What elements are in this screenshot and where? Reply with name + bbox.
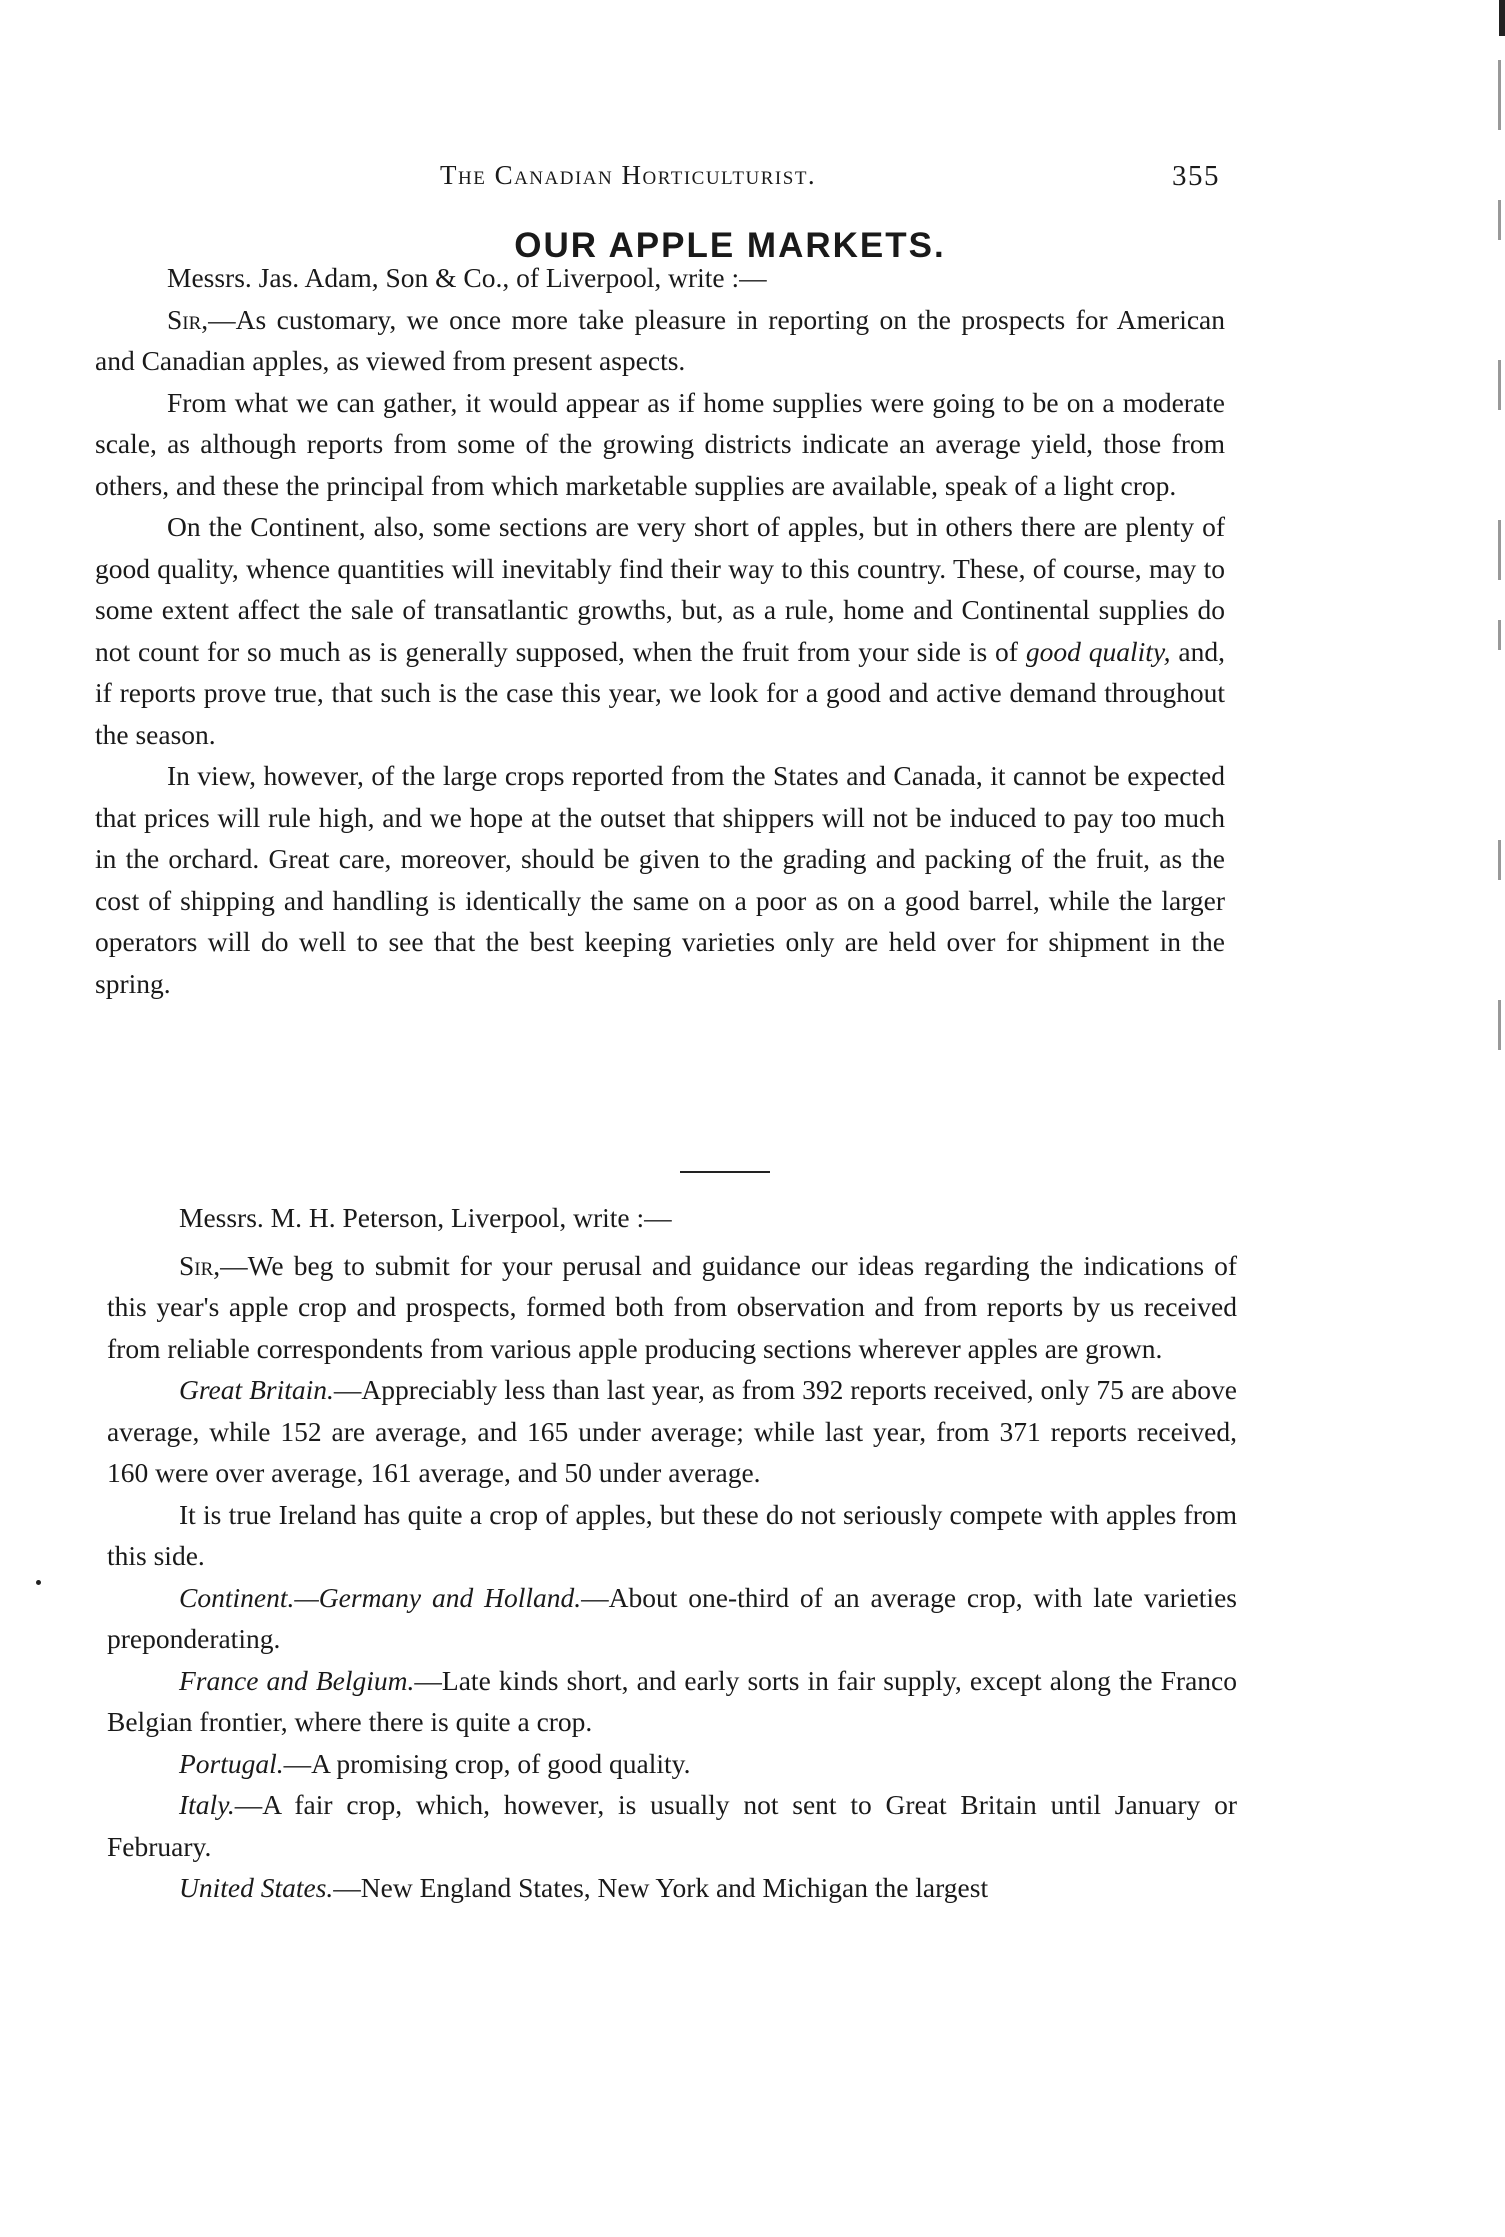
portugal-paragraph [107,1743,1237,1785]
continent-text: —About one-third of an average crop, with late varieties preponderating. [107,1581,1237,1654]
letter1-paragraph-4: In view, however, of the large crops reported from the States and Canada, it cannot be expected that prices will rule high, and we hope at the outset that shippers will not be induced to pay too much in the orchard. Great care, moreover, should be given to the grading and packing of the fruit, as the cost of shipping and handling is identically the same on a poor as on a good barrel, while the larger operators will do well to see that the best keeping varieties only are held over for shipment in the spring. [95,760,1225,999]
continent-paragraph [107,1577,1237,1660]
united-states-label: United States. [179,1872,334,1903]
italy-text: —A fair crop, which, however, is usually not sent to Great Britain until January or February. [107,1789,1237,1862]
letter2-salutation: Messrs. M. H. Peterson, Liverpool, write :— [179,1202,672,1233]
continent-label: Continent.—Germany and Holland. [179,1581,582,1613]
letter1-p3-italic: good quality, [1025,635,1171,667]
running-head [440,160,1260,200]
united-states-text: —New England States, New York and Michigan the largest [333,1872,989,1903]
scan-edge-noise [1483,0,1505,1150]
journal-title: The Canadian Horticulturist. [440,160,817,190]
letter-peterson [107,1197,1237,1909]
letter1-paragraph-3 [95,506,1225,755]
letter1-salutation: Messrs. Jas. Adam, Son & Co., of Liverpool, write :— [167,262,767,293]
ireland-paragraph: It is true Ireland has quite a crop of apples, but these do not seriously compete with apples from this side. [107,1498,1237,1571]
letter1-paragraph-2: From what we can gather, it would appear as if home supplies were going to be on a moderate scale, as although reports from some of the growing districts indicate an average yield, those from others, and these the principal from which marketable supplies are available, speak of a light crop. [95,386,1225,501]
united-states-paragraph [107,1867,1237,1909]
letter1-p1-text: —As customary, we once more take pleasure in reporting on the prospects for American and Canadian apples, as viewed from present aspects. [95,303,1225,376]
great-britain-paragraph [107,1369,1237,1494]
section-divider [680,1171,770,1173]
article-title: OUR APPLE MARKETS. [514,226,946,265]
letter1-p3-text-b: and, if reports prove true, that such is the case this year, we look for a good and active demand throughout the season. [95,635,1226,750]
sir-label: Sir, [167,303,209,335]
letter2-p1-text: —We beg to submit for your perusal and guidance our ideas regarding the indications of this year's apple crop and prospects, formed both from observation and from reports by us received from reliable correspondents from various apple producing sections wherever apples are grown. [107,1249,1237,1364]
france-paragraph [107,1660,1237,1743]
letter-adam [95,257,1225,1004]
page-number: 355 [1172,160,1220,192]
great-britain-text: —Appreciably less than last year, as from 392 reports received, only 75 are above average, while 152 are average, and 165 under average; while last year, from 371 reports received, 160 were over average, 161 average, and 50 under average. [107,1374,1237,1488]
italy-paragraph [107,1784,1237,1867]
letter1-paragraph-1 [95,299,1225,382]
letter2-paragraph-1 [107,1245,1237,1370]
portugal-label: Portugal. [179,1747,284,1779]
sir-label: Sir, [179,1249,221,1281]
italy-label: Italy. [179,1789,235,1820]
france-text: —Late kinds short, and early sorts in fair supply, except along the Franco Belgian frontier, where there is quite a crop. [107,1664,1238,1737]
margin-speck [36,1580,41,1585]
portugal-text: —A promising crop, of good quality. [283,1747,691,1779]
letter1-p3-text-a: On the Continent, also, some sections are very short of apples, but in others there are plenty of good quality, whence quantities will inevitably find their way to this country. These, of course, may to some extent affect the sale of transatlantic growths, but, as a rule, home and Continental supplies do not count for so much as is generally supposed, when the fruit from your side is of [95,511,1225,667]
france-label: France and Belgium. [179,1664,415,1696]
great-britain-label: Great Britain. [179,1374,334,1405]
